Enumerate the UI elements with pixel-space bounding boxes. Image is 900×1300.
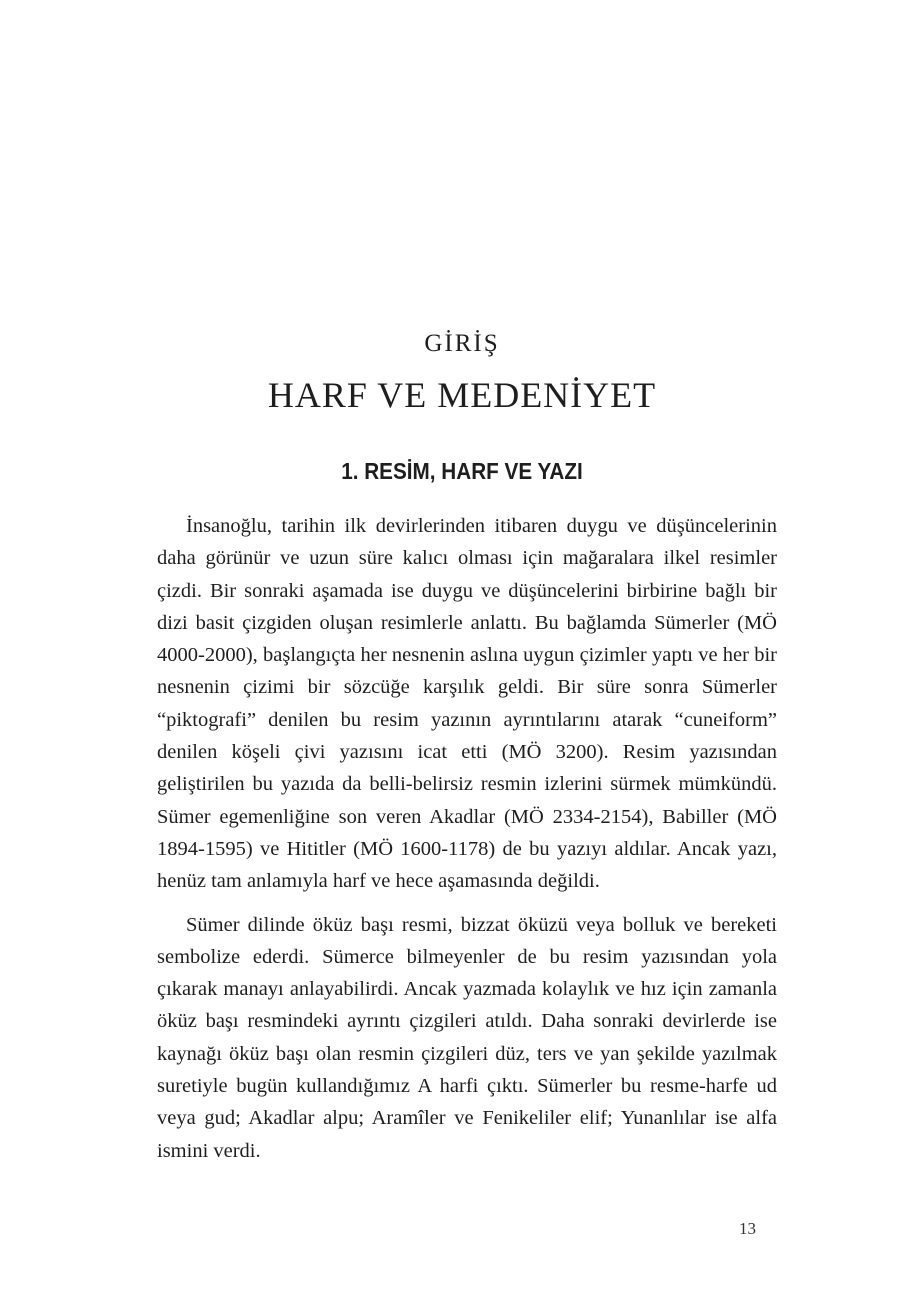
page-number: 13 xyxy=(739,1219,756,1238)
chapter-kicker: GİRİŞ xyxy=(424,330,500,357)
chapter-title: HARF VE MEDENİYET xyxy=(267,375,657,415)
section-heading: 1. RESİM, HARF VE YAZI xyxy=(341,458,583,484)
paragraph: Sümer dilinde öküz başı resmi, bizzat öküzü veya bolluk ve bereketi sembolize ederdi. Sümerce bilmeyenler de bu resim yazısından yola çıkarak manayı anlayabilirdi. Ancak yazmada kolaylık ve hız için zamanla öküz başı resmindeki ayrıntı çizgileri atıldı. Daha sonraki devirlerde ise kaynağı öküz başı olan resmin çizgileri düz, ters ve yan şekilde yazılmak suretiyle bugün kullandığımız A harfi çıktı. Sümerler bu resme-harfe ud veya gud; Akadlar alpu; Aramîler ve Fenikeliler elif; Yunanlılar ise alfa ismini verdi. xyxy=(157,913,777,1162)
body-text xyxy=(157,510,777,1167)
paragraph: İnsanoğlu, tarihin ilk devirlerinden itibaren duygu ve düşüncelerinin daha görünür ve uzun süre kalıcı olması için mağaralara ilkel resimler çizdi. Bir sonraki aşamada ise duygu ve düşüncelerini birbirine bağlı bir dizi basit çizgiden oluşan resimlerle anlattı. Bu bağlamda Sümerler (MÖ 4000-2000), başlangıçta her nesnenin aslına uygun çizimler yaptı ve her bir nesnenin çizimi bir sözcüğe karşılık geldi. Bir süre sonra Sümerler “piktografi” denilen bu resim yazının ayrıntılarını atarak “cuneiform” denilen köşeli çivi yazısını icat etti (MÖ 3200). Resim yazısından geliştirilen bu yazıda da belli-belirsiz resmin izlerini sürmek mümkündü. Sümer egemenliğine son veren Akadlar (MÖ 2334-2154), Babiller (MÖ 1894-1595) ve Hititler (MÖ 1600-1178) de bu yazıyı aldılar. Ancak yazı, henüz tam anlamıyla harf ve hece aşamasında değildi. xyxy=(157,515,777,893)
